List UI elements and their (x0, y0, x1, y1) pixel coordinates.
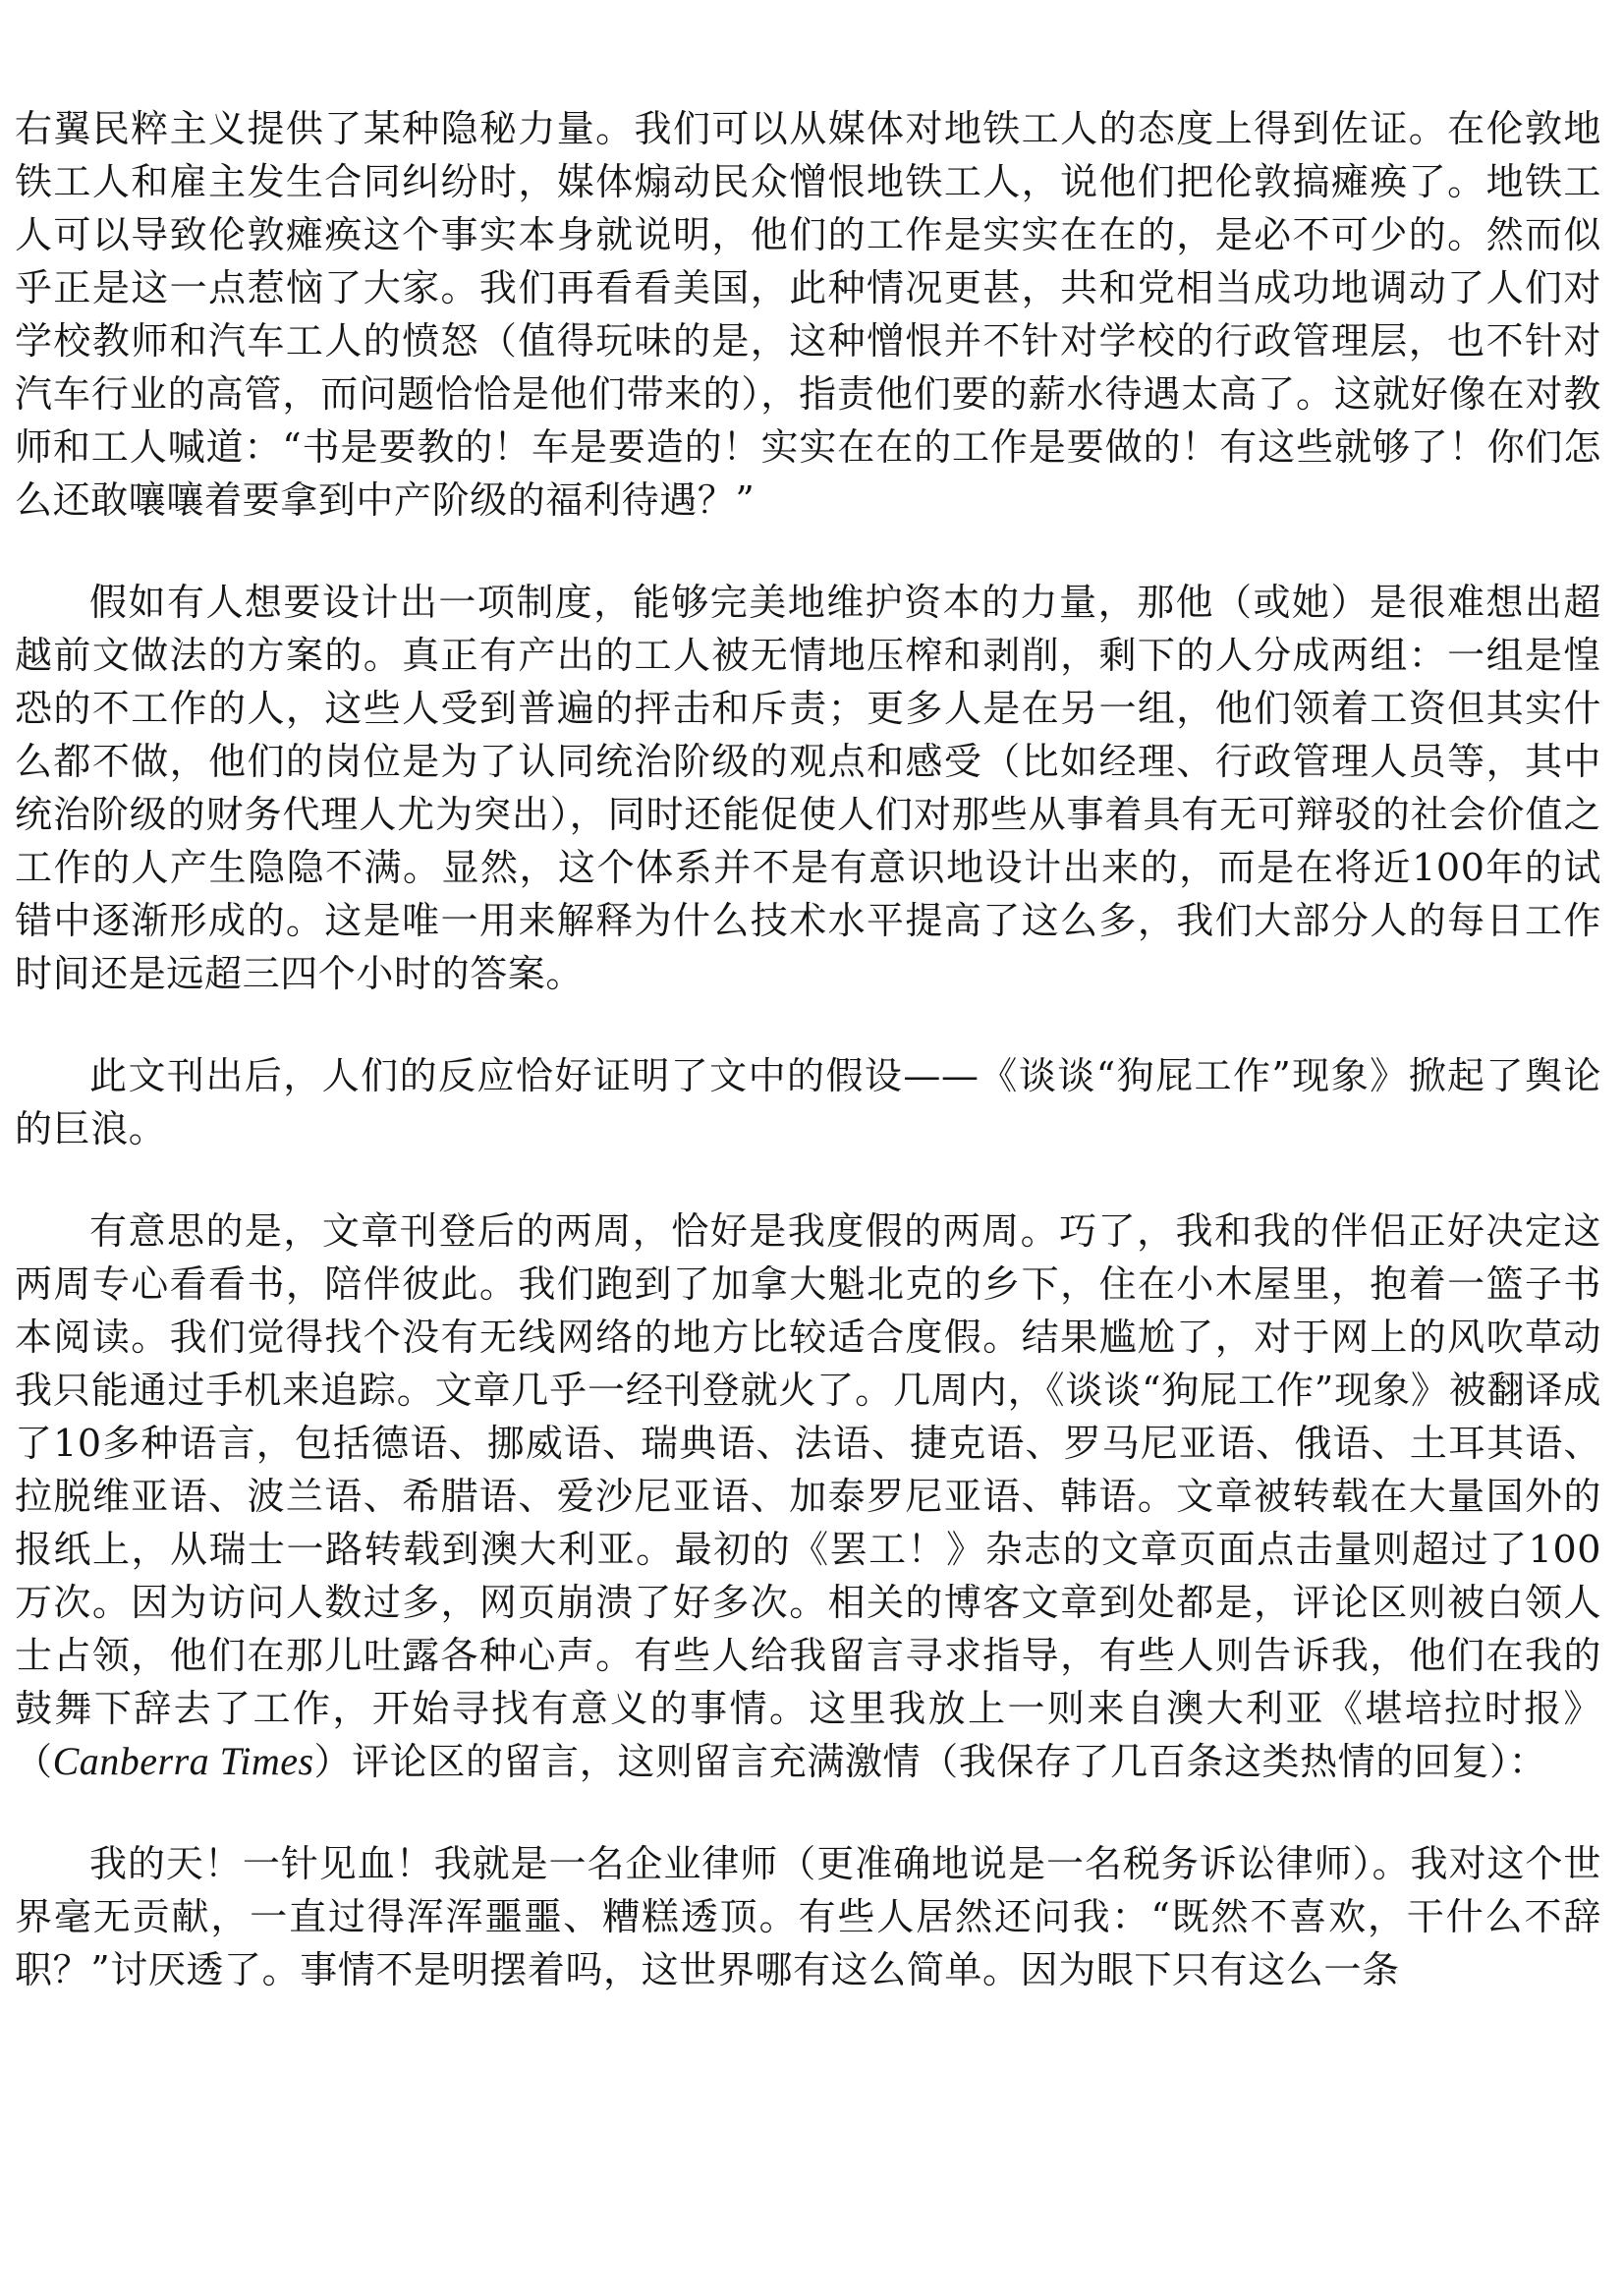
scan-fade-artifact (619, 2222, 1051, 2281)
quoted-comment: 我的天！一针见血！我就是一名企业律师（更准确地说是一名税务诉讼律师）。我对这个世界毫无贡献，一直过得浑浑噩噩、糟糕透顶。有些人居然还问我：“既然不喜欢，干什么不辞职？”讨厌透了。事情不是明摆着吗，这世界哪有这么简单。因为眼下只有这么一条 (15, 1842, 1601, 1991)
paragraph-3: 此文刊出后，人们的反应恰好证明了文中的假设——《谈谈“狗屁工作”现象》掀起了舆论的巨浪。 (15, 1054, 1601, 1150)
paragraph-2: 假如有人想要设计出一项制度，能够完美地维护资本的力量，那他（或她）是很难想出超越前文做法的方案的。真正有产出的工人被无情地压榨和剥削，剩下的人分成两组：一组是惶恐的不工作的人，这些人受到普遍的抨击和斥责；更多人是在另一组，他们领着工资但其实什么都不做，他们的岗位是为了认同统治阶级的观点和感受（比如经理、行政管理人员等，其中统治阶级的财务代理人尤为突出），同时还能促使人们对那些从事着具有无可辩驳的社会价值之工作的人产生隐隐不满。显然，这个体系并不是有意识地设计出来的，而是在将近100年的试错中逐渐形成的。这是唯一用来解释为什么技术水平提高了这么多，我们大部分人的每日工作时间还是远超三四个小时的答案。 (15, 581, 1601, 995)
body-text (15, 102, 1601, 1996)
paragraph-4-text: 有意思的是，文章刊登后的两周，恰好是我度假的两周。巧了，我和我的伴侣正好决定这两周专心看看书，陪伴彼此。我们跑到了加拿大魁北克的乡下，住在小木屋里，抱着一篮子书本阅读。我们觉得找个没有无线网络的地方比较适合度假。结果尴尬了，对于网上的风吹草动我只能通过手机来追踪。文章几乎一经刊登就火了。几周内，《谈谈“狗屁工作”现象》被翻译成了10多种语言，包括德语、挪威语、瑞典语、法语、捷克语、罗马尼亚语、俄语、土耳其语、拉脱维亚语、波兰语、希腊语、爱沙尼亚语、加泰罗尼亚语、韩语。文章被转载在大量国外的报纸上，从瑞士一路转载到澳大利亚。最初的《罢工！》杂志的文章页面点击量则超过了100万次。因为访问人数过多，网页崩溃了好多次。相关的博客文章到处都是，评论区则被白领人士占领，他们在那儿吐露各种心声。有些人给我留言寻求指导，有些人则告诉我，他们在我的鼓舞下辞去了工作，开始寻找有意义的事情。这里我放上一则来自澳大利亚《堪培拉时报》（ (15, 1209, 1601, 1783)
paragraph-4-text-after: ）评论区的留言，这则留言充满激情（我保存了几百条这类热情的回复）： (313, 1740, 1547, 1783)
paragraph-4 (15, 1204, 1601, 1788)
canberra-times-title: Canberra Times (52, 1739, 314, 1783)
paragraph-1: 右翼民粹主义提供了某种隐秘力量。我们可以从媒体对地铁工人的态度上得到佐证。在伦敦地铁工人和雇主发生合同纠纷时，媒体煽动民众憎恨地铁工人，说他们把伦敦搞瘫痪了。地铁工人可以导致伦敦瘫痪这个事实本身就说明，他们的工作是实实在在的，是必不可少的。然而似乎正是这一点惹恼了大家。我们再看看美国，此种情况更甚，共和党相当成功地调动了人们对学校教师和汽车工人的愤怒（值得玩味的是，这种憎恨并不针对学校的行政管理层，也不针对汽车行业的高管，而问题恰恰是他们带来的），指责他们要的薪水待遇太高了。这就好像在对教师和工人喊道：“书是要教的！车是要造的！实实在在的工作是要做的！有这些就够了！你们怎么还敢嚷嚷着要拿到中产阶级的福利待遇？” (15, 107, 1601, 522)
